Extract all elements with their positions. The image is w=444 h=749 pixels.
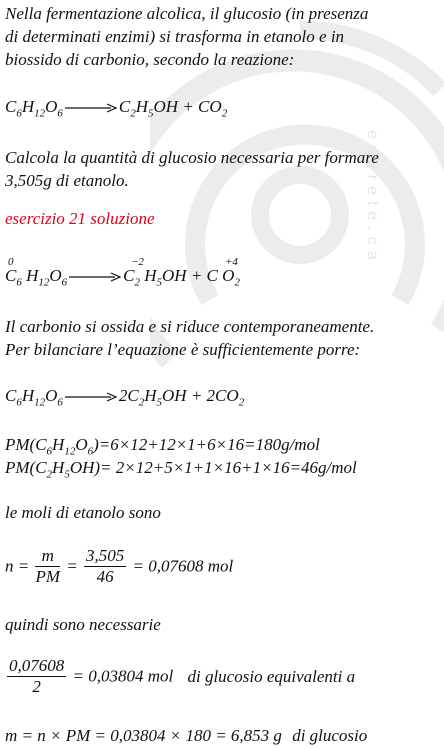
needed-label: quindi sono necessarie xyxy=(5,615,161,634)
pm-glucose: $PM(C_6H_{12}O_6)=6\times 12+12\times 1+6\times 16=180g$/mol xyxy=(5,435,320,458)
question-line-2: 3,505g di etanolo. xyxy=(5,171,129,190)
watermark-text: edurete.ca xyxy=(364,130,381,266)
fraction-values xyxy=(84,546,126,587)
explanation-line-1: Il carbonio si ossida e si riduce contemporaneamente. xyxy=(5,317,375,336)
fraction-glucose-num: 0,07608 xyxy=(9,656,65,675)
reaction-arrow-icon xyxy=(65,392,117,402)
reaction-equation: $C_6H_{12}O_6$ $C_2H_5OH + CO_2$ xyxy=(5,97,228,120)
solution-title: esercizio 21 soluzione xyxy=(5,209,155,228)
ox-number-ethanol: −2 xyxy=(131,256,144,268)
ox-number-co2: +4 xyxy=(225,256,238,268)
question-line-1: Calcola la quantità di glucosio necessaria per formare xyxy=(5,148,379,167)
fraction-m: m xyxy=(35,546,60,567)
fraction-mw: 46 xyxy=(96,567,114,586)
fraction-m-pm xyxy=(35,546,60,587)
ox-number-glucose: 0 xyxy=(8,256,14,268)
fraction-glucose xyxy=(7,656,66,697)
pm-ethanol-value: = 2×12+5×1+1×16+1×16=46g/mol xyxy=(100,458,357,477)
glucose-suffix: di glucosio equivalenti a xyxy=(187,666,356,686)
pm-ethanol: $PM(C_2H_5OH)= 2\times 12+5\times 1+1\times 16+1\times 16=46g/mol$ xyxy=(5,458,357,481)
moles-n: n xyxy=(5,556,14,576)
final-formula: m = n × PM = 0,03804 × 180 = 6,853 g xyxy=(5,726,282,745)
balanced-equation: $C_6H_{12}O_6$ $2C_2H_5OH + 2CO_2$ xyxy=(5,386,245,409)
intro-line-3: biossido di carbonio, secondo la reazione: xyxy=(5,50,295,69)
moles-label: le moli di etanolo sono xyxy=(5,503,161,522)
moles-result: = 0,07608 mol xyxy=(132,556,234,576)
intro-line-1: Nella fermentazione alcolica, il glucosio (in presenza xyxy=(5,4,369,23)
final-suffix: di glucosio xyxy=(292,726,368,745)
explanation-line-2: Per bilanciare l’equazione è sufficientemente porre: xyxy=(5,340,361,359)
glucose-calculation xyxy=(5,656,355,697)
fraction-glucose-den: 2 xyxy=(32,677,41,696)
reaction-oxidation-equation: $C_6$ $H_{12}O_6$ $C_2$ $H_5OH + C$ $O_2$ xyxy=(5,266,240,289)
fraction-pm: PM xyxy=(35,567,61,586)
final-calculation xyxy=(5,726,367,746)
reaction-arrow-icon xyxy=(65,103,117,113)
pm-glucose-value: =6×12+12×1+6×16=180g/mol xyxy=(98,435,320,454)
reaction-arrow-icon xyxy=(69,272,121,282)
intro-line-2: di determinati enzimi) si trasforma in etanolo e in xyxy=(5,27,345,46)
moles-calculation: n = $\frac{m}{PM}$ = $\frac{3,505}{46}$ = 0,07608 mol xyxy=(5,546,234,586)
glucose-result: = 0,03804 mol xyxy=(72,666,174,686)
fraction-mass: 3,505 xyxy=(86,546,125,565)
